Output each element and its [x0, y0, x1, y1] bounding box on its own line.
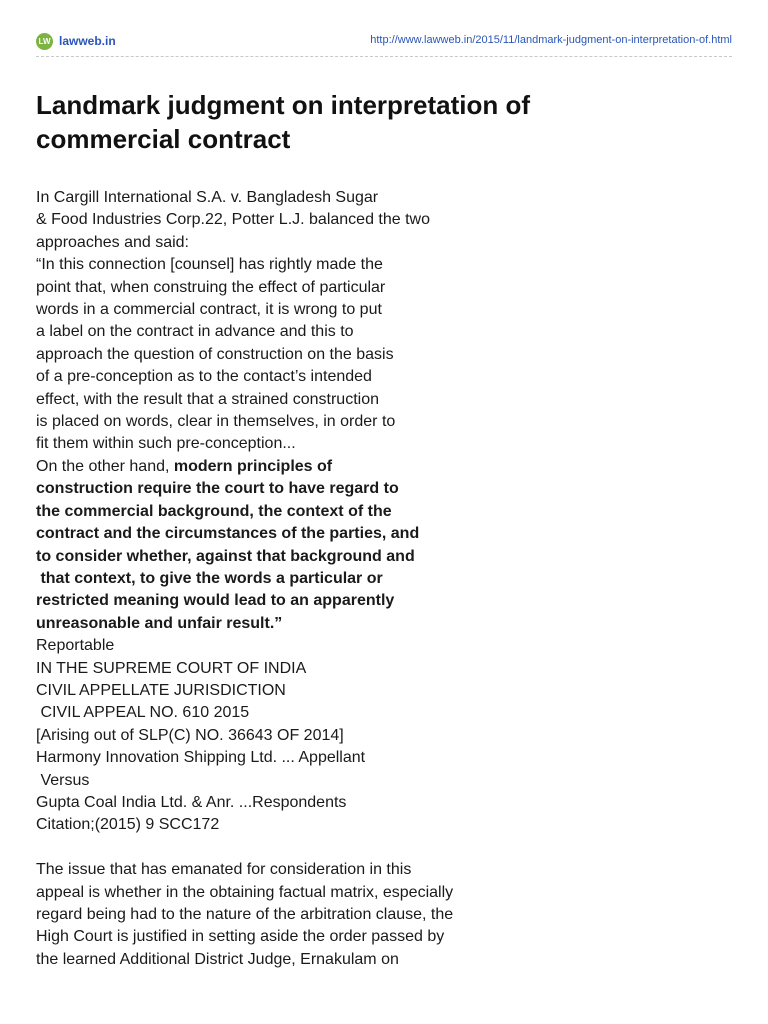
body-line: In Cargill International S.A. v. Bangladesh Sugar: [36, 189, 379, 206]
mixed-line-plain: On the other hand,: [36, 457, 174, 475]
body-line: “In this connection [counsel] has rightly made the: [36, 256, 383, 274]
issue-line: The issue that has emanated for consideration in this: [36, 861, 412, 879]
case-line: Reportable: [36, 637, 115, 655]
paragraph-gap: [36, 837, 736, 859]
case-line: Versus: [36, 771, 90, 789]
case-line: Citation;(2015) 9 SCC172: [36, 816, 220, 834]
lawweb-logo-icon: LW: [36, 33, 53, 50]
article-body: [36, 187, 736, 971]
header-divider: [36, 56, 732, 57]
bold-quote-line: the commercial background, the context of the: [36, 502, 392, 520]
bold-quote-line: to consider whether, against that background and: [36, 547, 415, 565]
mixed-line-bold: modern principles of: [173, 457, 333, 475]
article-title: [36, 88, 696, 156]
case-line: CIVIL APPELLATE JURISDICTION: [36, 681, 286, 699]
mixed-line: [36, 456, 736, 478]
bold-quote-line: that context, to give the words a particular or: [36, 569, 383, 587]
issue-line: appeal is whether in the obtaining factual matrix, especially: [36, 883, 454, 901]
body-line: fit them within such pre-conception...: [36, 435, 296, 453]
body-line: approach the question of construction on the basis: [36, 345, 394, 363]
bold-quote-line: unreasonable and unfair result.”: [36, 614, 283, 632]
body-line: approaches and said:: [36, 233, 189, 251]
issue-line: regard being had to the nature of the arbitration clause, the: [36, 905, 454, 923]
title-line: Landmark judgment on interpretation of: [36, 90, 531, 120]
body-line: is placed on words, clear in themselves, in order to: [36, 413, 396, 431]
page-header: [36, 32, 732, 52]
site-name-link[interactable]: lawweb.in: [59, 34, 116, 48]
issue-line: the learned Additional District Judge, Ernakulam on: [36, 950, 399, 968]
body-line: a label on the contract in advance and this to: [36, 323, 354, 341]
bold-quote-line: contract and the circumstances of the parties, and: [36, 525, 420, 543]
body-line: of a pre-conception as to the contact’s intended: [36, 368, 372, 386]
body-line: point that, when construing the effect of particular: [36, 278, 386, 296]
case-line: Gupta Coal India Ltd. & Anr. ...Respondents: [36, 793, 347, 811]
bold-quote-line: restricted meaning would lead to an apparently: [36, 592, 395, 610]
body-line: effect, with the result that a strained construction: [36, 390, 379, 408]
case-line: Harmony Innovation Shipping Ltd. ... Appellant: [36, 749, 366, 767]
case-line: [Arising out of SLP(C) NO. 36643 OF 2014]: [36, 726, 344, 744]
page-url-link[interactable]: http://www.lawweb.in/2015/11/landmark-judgment-on-interpretation-of.html: [370, 34, 732, 46]
bold-quote-line: construction require the court to have regard to: [36, 480, 399, 498]
body-line: & Food Industries Corp.22, Potter L.J. balanced the two: [36, 211, 430, 229]
case-line: CIVIL APPEAL NO. 610 2015: [36, 704, 250, 722]
issue-line: High Court is justified in setting aside the order passed by: [36, 928, 445, 946]
case-line: IN THE SUPREME COURT OF INDIA: [36, 659, 307, 677]
title-line: commercial contract: [36, 124, 291, 154]
body-line: words in a commercial contract, it is wrong to put: [36, 301, 382, 319]
